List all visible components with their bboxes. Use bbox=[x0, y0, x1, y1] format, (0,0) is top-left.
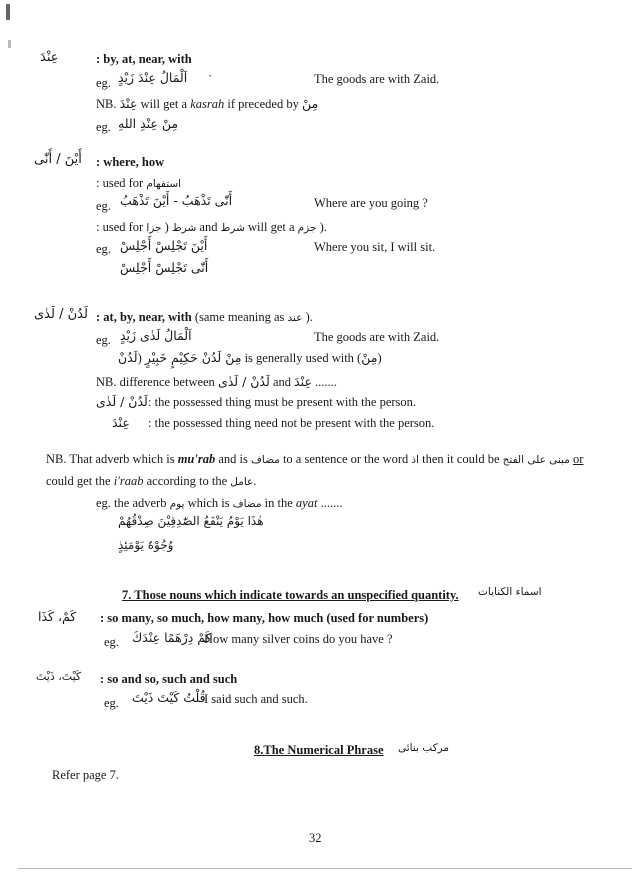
eg-label: eg. bbox=[96, 199, 111, 213]
amil-arabic: عامل bbox=[230, 476, 254, 488]
scan-edge-mark-small bbox=[8, 40, 11, 48]
usage-and: and bbox=[199, 220, 218, 234]
difference-2-arabic: عِنْدَ bbox=[112, 415, 130, 430]
adverb-eg-text-3: in the bbox=[264, 496, 293, 510]
adverb-example bbox=[96, 496, 342, 511]
kayt-example-arabic: قُلْتُ كَيْتَ ذَيْتَ bbox=[132, 690, 206, 705]
difference-2-text: : the possessed thing need not be present with the person. bbox=[148, 416, 435, 430]
inda-example2-arabic: مِنْ عِنْدِ اللهِ bbox=[118, 116, 179, 131]
period: . bbox=[253, 474, 257, 488]
murab-term: mu'rab bbox=[177, 452, 216, 466]
adverb-eg-ellipsis: ....... bbox=[320, 496, 343, 510]
eg-label: eg. bbox=[96, 242, 111, 256]
inda-example-arabic: اَلْمَالُ عِنْدَ زَيْدٍ bbox=[118, 70, 188, 85]
mabni-arabic: مبنى على الفتح bbox=[502, 454, 570, 466]
eg-label: eg. bbox=[104, 696, 119, 710]
kam-arabic-heading: كَمْ، كَذَا bbox=[38, 609, 77, 624]
usage-arabic-3: شرط bbox=[220, 222, 245, 234]
paren-open: ( bbox=[137, 351, 142, 365]
note-text: will get a bbox=[140, 97, 188, 111]
adverb-eg-text: eg. the adverb bbox=[96, 496, 167, 510]
eg-label: eg. bbox=[104, 635, 119, 649]
ladun-word: لَدُنْ bbox=[118, 350, 138, 365]
paren-close: ) bbox=[377, 351, 382, 365]
difference-and: and bbox=[272, 375, 291, 389]
ladun-arabic-heading: لَدُنْ / لَدٰى bbox=[34, 307, 88, 322]
note-arabic-2: مِنْ bbox=[301, 96, 319, 111]
usage-paren: ( bbox=[164, 220, 169, 234]
usage-prefix: : used for bbox=[96, 220, 144, 234]
difference-prefix: NB. difference between bbox=[96, 375, 215, 389]
adverb-note-line-1 bbox=[46, 452, 583, 467]
inda-note bbox=[96, 96, 318, 112]
inda-meaning: : by, at, near, with bbox=[96, 52, 192, 66]
usage-arabic-4: جزم bbox=[297, 222, 317, 234]
bullet-mark: · bbox=[208, 69, 213, 83]
inda-example-english: The goods are with Zaid. bbox=[314, 72, 440, 86]
section-8-title-arabic: مركب بنائى bbox=[398, 742, 450, 754]
usage-prefix: : used for bbox=[96, 176, 144, 190]
ladun-general-text: is generally used with bbox=[244, 351, 354, 365]
quran-verse-2: وُجُوْهٌ يَوْمَئِذٍ bbox=[118, 538, 174, 552]
difference-arabic-1: لَدُنْ / لَدٰى bbox=[217, 374, 270, 389]
usage-end: ). bbox=[319, 220, 327, 234]
idh-arabic: اذ bbox=[411, 454, 419, 466]
aina-example2-english: Where you sit, I will sit. bbox=[314, 240, 436, 254]
scan-edge-mark bbox=[6, 4, 10, 20]
note-text-2: if preceded by bbox=[227, 97, 299, 111]
aina-example-arabic: أَنّٰى تَذْهَبُ - أَيْنَ تَذْهَبُ bbox=[120, 193, 233, 208]
kam-meaning: : so many, so much, how many, how much (used for numbers) bbox=[100, 611, 429, 625]
page-number: 32 bbox=[309, 831, 322, 845]
difference-arabic-2: عِنْدَ bbox=[294, 374, 312, 389]
kam-example-english: How many silver coins do you have ? bbox=[204, 632, 393, 646]
adverb-text-5: could get the bbox=[46, 474, 111, 488]
adverb-note-line-2 bbox=[46, 474, 256, 489]
aina-arabic-heading: أَيْنَ / أَنّٰى bbox=[34, 152, 82, 167]
section-7-title-arabic: اسماء الكنايات bbox=[478, 586, 542, 598]
mudaf-arabic: مضاف bbox=[250, 454, 280, 466]
quran-verse-1: هٰذَا يَوْمُ يَنْفَعُ الصّٰدِقِيْنَ صِدْقُهُمْ bbox=[118, 514, 264, 528]
usage-arabic: شرط bbox=[171, 222, 197, 234]
aina-example2-arabic-b: أَنّٰى تَجْلِسْ أَجْلِسْ bbox=[120, 260, 209, 275]
ladun-difference-note bbox=[96, 374, 337, 390]
difference-1-text: : the possessed thing must be present with the person. bbox=[148, 395, 417, 409]
ladun-close: ). bbox=[305, 310, 313, 324]
kam-example-arabic: كَمْ دِرْهَمًا عِنْدَكَ bbox=[132, 630, 212, 645]
ladun-meaning-text: : at, by, near, with bbox=[96, 310, 192, 324]
usage-text: will get a bbox=[248, 220, 295, 234]
or-word: or bbox=[573, 452, 584, 466]
section-7-title: 7. Those nouns which indicate towards an unspecified quantity. bbox=[122, 588, 459, 602]
section-8-title: 8.The Numerical Phrase bbox=[254, 743, 384, 757]
note-arabic: عِنْدَ bbox=[119, 96, 138, 111]
note-prefix: NB. bbox=[96, 97, 117, 111]
ladun-example-english: The goods are with Zaid. bbox=[314, 330, 440, 344]
eg-label: eg. bbox=[96, 76, 111, 90]
adverb-text-4: then it could be bbox=[422, 452, 500, 466]
page-bottom-edge bbox=[18, 868, 632, 869]
paren-open-2: ( bbox=[357, 351, 362, 365]
min-word: مِنْ bbox=[361, 350, 378, 365]
eg-label: eg. bbox=[96, 333, 111, 347]
mudaf-arabic-2: مضاف bbox=[232, 498, 262, 510]
adverb-text-6: according to the bbox=[146, 474, 228, 488]
ladun-example-arabic: اَلْمَالُ لَدٰى زَيْدٍ bbox=[120, 328, 192, 343]
aina-meaning: : where, how bbox=[96, 155, 165, 169]
ladun-general-arabic: مِنْ لَدُنْ حَكِيْمٍ خَبِيْرٍ bbox=[144, 350, 242, 365]
usage-arabic: استفهام bbox=[146, 178, 182, 190]
yawm-arabic: يوم bbox=[169, 498, 185, 510]
ladun-same-as: (same meaning as bbox=[194, 310, 285, 324]
refer-note: Refer page 7. bbox=[52, 768, 119, 782]
aina-usage bbox=[96, 176, 181, 191]
usage-arabic-2: جزا bbox=[146, 222, 162, 234]
iraab-term: i'raab bbox=[113, 474, 144, 488]
eg-label: eg. bbox=[96, 120, 111, 134]
difference-1-arabic: لَدُنْ / لَدٰى bbox=[96, 394, 148, 409]
ladun-general-usage bbox=[118, 350, 382, 366]
aina-example2-arabic: أَيْنَ تَجْلِسْ أَجْلِسْ bbox=[120, 238, 208, 253]
difference-ellipsis: ....... bbox=[315, 375, 337, 389]
ladun-same-as-arabic: عند bbox=[287, 312, 303, 324]
ayat-term: ayat bbox=[295, 496, 318, 510]
kayt-meaning: : so and so, such and such bbox=[100, 672, 238, 686]
inda-arabic-heading: عِنْدَ bbox=[40, 50, 59, 65]
adverb-text-2: and is bbox=[218, 452, 248, 466]
adverb-eg-text-2: which is bbox=[187, 496, 230, 510]
adverb-text: NB. That adverb which is bbox=[46, 452, 175, 466]
adverb-text-3: to a sentence or the word bbox=[282, 452, 409, 466]
aina-example-english: Where are you going ? bbox=[314, 196, 428, 210]
kayt-arabic-heading: كَيْتَ، ذَيْتَ bbox=[36, 670, 82, 683]
kayt-example-english: I said such and such. bbox=[204, 692, 308, 706]
ladun-meaning bbox=[96, 310, 313, 325]
note-kasrah: kasrah bbox=[190, 97, 225, 111]
aina-usage-2 bbox=[96, 220, 327, 235]
